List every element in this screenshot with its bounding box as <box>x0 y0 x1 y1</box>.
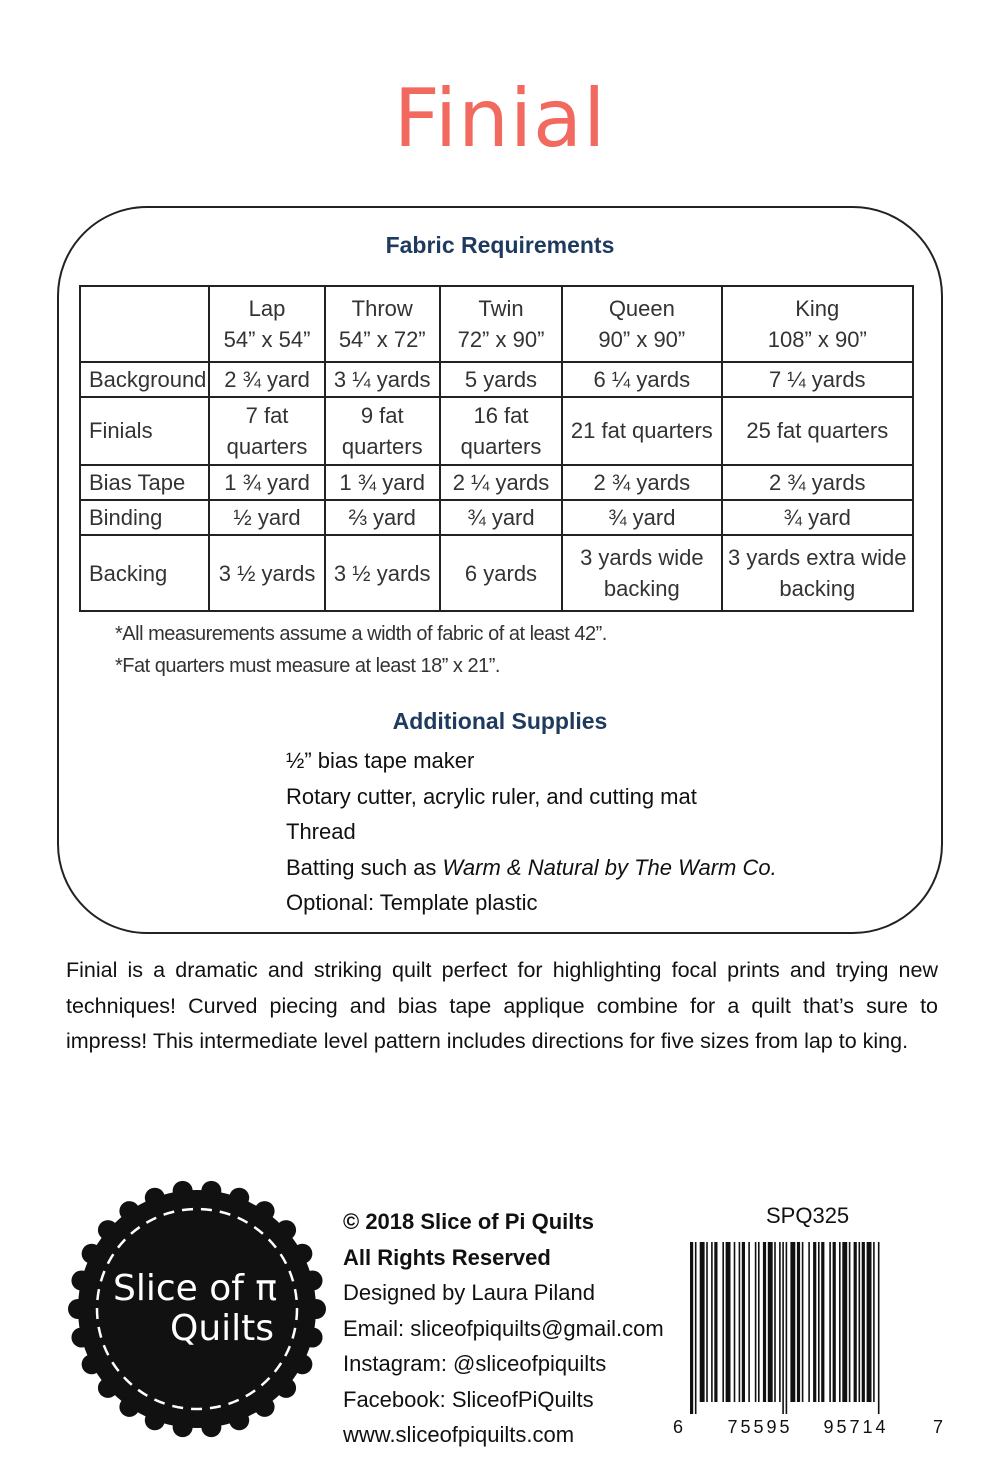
table-cell: ½ yard <box>209 500 324 535</box>
size-header-twin: Twin 72” x 90” <box>440 286 562 362</box>
table-row <box>80 397 913 465</box>
row-label: Bias Tape <box>80 465 209 500</box>
row-label: Binding <box>80 500 209 535</box>
table-cell: 7 ¼ yards <box>722 362 913 397</box>
table-cell: ⅔ yard <box>325 500 440 535</box>
batting-brand: Warm & Natural by The Warm Co. <box>442 854 777 880</box>
table-row <box>80 465 913 500</box>
rights-line: All Rights Reserved <box>343 1244 551 1270</box>
table-row <box>80 535 913 611</box>
table-cell: 3 ½ yards <box>209 535 324 611</box>
size-header-king: King 108” x 90” <box>722 286 913 362</box>
email-line: Email: sliceofpiquilts@gmail.com <box>343 1315 664 1341</box>
table-cell: 16 fat quarters <box>440 397 562 465</box>
copyright-line: © 2018 Slice of Pi Quilts <box>343 1209 594 1234</box>
logo-line-2: Quilts <box>169 1308 275 1349</box>
designer-line: Designed by Laura Piland <box>343 1280 595 1305</box>
footnote-fat-quarters: *Fat quarters must measure at least 18” x 21”. <box>115 655 500 677</box>
list-item: Thread <box>286 819 356 844</box>
size-header-lap: Lap 54” x 54” <box>209 286 324 362</box>
table-cell: 3 yards wide backing <box>562 535 721 611</box>
size-header-throw: Throw 54” x 72” <box>325 286 440 362</box>
table-cell: 25 fat quarters <box>722 397 913 465</box>
supplies-list <box>286 743 777 921</box>
table-row <box>80 362 913 397</box>
fabric-requirements-table <box>79 285 914 612</box>
publisher-credits <box>343 1204 664 1453</box>
table-cell: 21 fat quarters <box>562 397 721 465</box>
table-cell: ¾ yard <box>440 500 562 535</box>
table-row <box>80 500 913 535</box>
table-cell: 6 yards <box>440 535 562 611</box>
batting-prefix: Batting such as <box>286 854 443 880</box>
instagram-line: Instagram: @sliceofpiquilts <box>343 1351 607 1376</box>
size-header-queen: Queen 90” x 90” <box>562 286 721 362</box>
table-cell: ¾ yard <box>722 500 913 535</box>
barcode-digits-left: 75595 <box>727 1417 793 1437</box>
pattern-description: Finial is a dramatic and striking quilt perfect for highlighting focal prints and trying new techniques! Curved piecing and bias tape applique combine for a quilt that’s sure to impress! This intermediate level pattern includes directions for five sizes from lap to king. <box>66 958 938 1053</box>
facebook-line: Facebook: SliceofPiQuilts <box>343 1386 594 1412</box>
logo-text <box>68 1180 326 1438</box>
footnote-fabric-width: *All measurements assume a width of fabric of at least 42”. <box>115 623 607 645</box>
table-cell: 3 ¼ yards <box>325 362 440 397</box>
list-item: Rotary cutter, acrylic ruler, and cutting mat <box>286 783 697 809</box>
table-cell: 1 ¾ yard <box>209 465 324 500</box>
row-label: Finials <box>80 397 209 465</box>
table-cell: 9 fat quarters <box>325 397 440 465</box>
table-cell: 2 ¼ yards <box>440 465 562 500</box>
pattern-title: Finial <box>393 72 607 165</box>
list-item: Optional: Template plastic <box>286 890 538 915</box>
logo-line-1: Slice of π <box>112 1268 278 1309</box>
table-cell: 7 fat quarters <box>209 397 324 465</box>
table-cell: 2 ¾ yards <box>562 465 721 500</box>
table-cell: 6 ¼ yards <box>562 362 721 397</box>
table-cell: 2 ¾ yard <box>209 362 324 397</box>
product-sku: SPQ325 <box>766 1203 850 1228</box>
row-label: Backing <box>80 535 209 611</box>
table-cell: ¾ yard <box>562 500 721 535</box>
table-cell: 1 ¾ yard <box>325 465 440 500</box>
list-item: ½” bias tape maker <box>286 748 475 773</box>
list-item <box>286 850 777 886</box>
table-corner-cell <box>80 286 209 362</box>
table-cell: 2 ¾ yards <box>722 465 913 500</box>
additional-supplies-heading: Additional Supplies <box>392 708 608 734</box>
upc-barcode <box>672 1240 944 1440</box>
table-cell: 3 yards extra wide backing <box>722 535 913 611</box>
barcode-digit-lead: 6 <box>672 1417 684 1437</box>
barcode-digit-check: 7 <box>932 1417 944 1437</box>
table-header-row <box>80 286 913 362</box>
fabric-requirements-heading: Fabric Requirements <box>385 232 615 258</box>
table-cell: 5 yards <box>440 362 562 397</box>
row-label: Background <box>80 362 209 397</box>
website-line: www.sliceofpiquilts.com <box>343 1422 575 1447</box>
barcode-digits-right: 95714 <box>823 1417 889 1437</box>
table-cell: 3 ½ yards <box>325 535 440 611</box>
